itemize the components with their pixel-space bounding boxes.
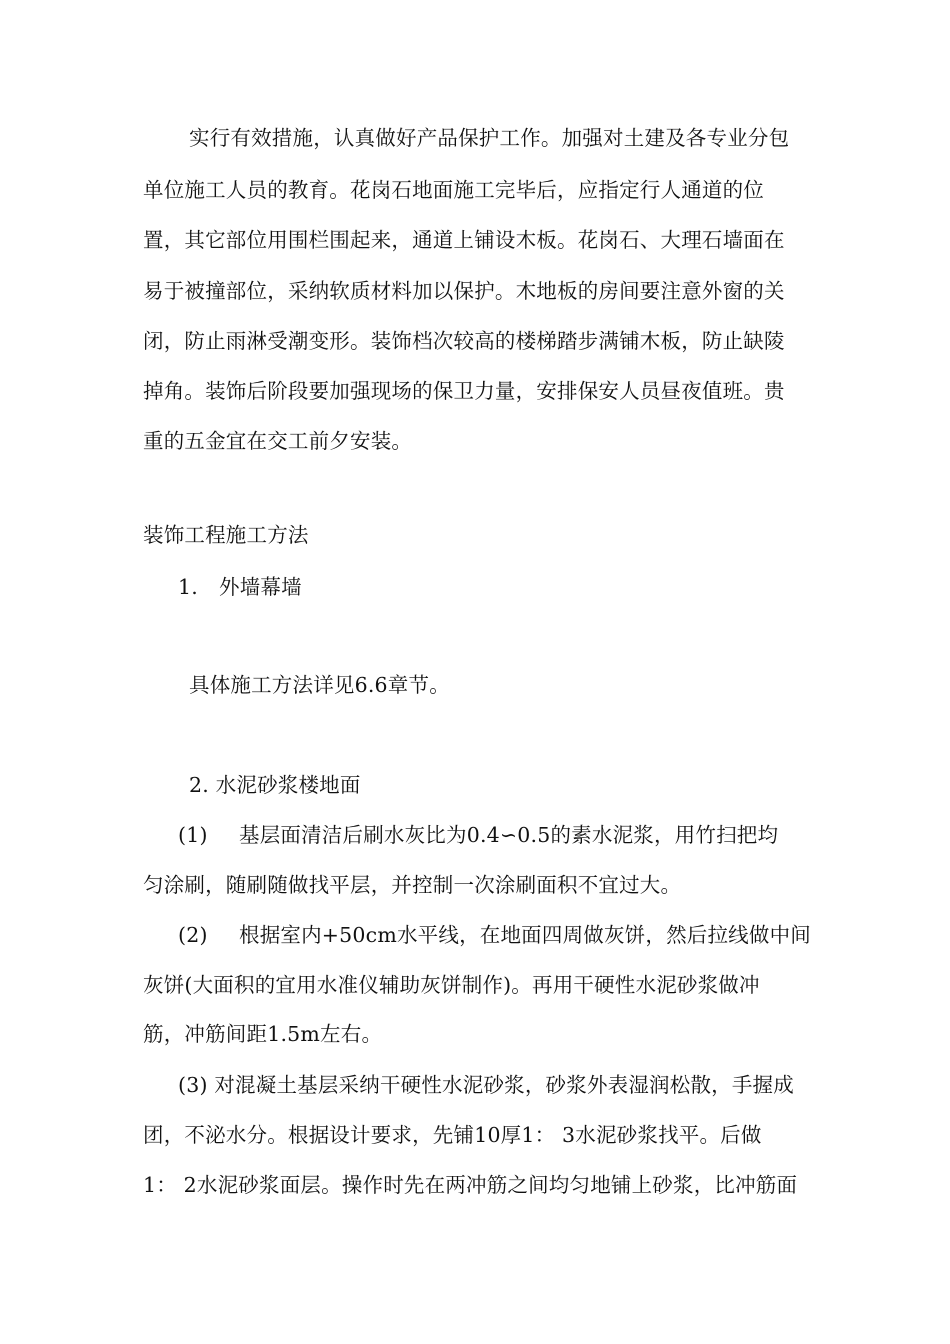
item1-number: 1. (178, 575, 198, 599)
paragraph-line-1: 实行有效措施，认真做好产品保护工作。加强对土建及各专业分包 (189, 126, 790, 150)
step1-line-1: 基层面清洁后刷水灰比为0.4∽0.5的素水泥浆，用竹扫把均 (239, 823, 779, 847)
step3-line-2: 团，不泌水分。根据设计要求，先铺10厚1： 3水泥砂浆找平。后做 (143, 1123, 762, 1147)
step2-label: (2) (178, 923, 208, 947)
step3-line-3: 1： 2水泥砂浆面层。操作时先在两冲筋之间均匀地铺上砂浆，比冲筋面 (143, 1173, 798, 1197)
step2-line-3: 筋，冲筋间距1.5m左右。 (143, 1022, 383, 1046)
paragraph-line-5: 闭，防止雨淋受潮变形。装饰档次较高的楼梯踏步满铺木板，防止缺陵 (143, 329, 785, 353)
item1-body: 具体施工方法详见6.6章节。 (189, 673, 450, 697)
step1-label: (1) (178, 823, 208, 847)
item2-heading: 2. 水泥砂浆楼地面 (189, 773, 361, 797)
item1-title: 外墙幕墙 (219, 575, 302, 599)
paragraph-line-4: 易于被撞部位，采纳软质材料加以保护。木地板的房间要注意外窗的关 (143, 279, 785, 303)
paragraph-line-3: 置，其它部位用围栏围起来，通道上铺设木板。花岗石、大理石墙面在 (143, 228, 785, 252)
step3-line-1: (3) 对混凝土基层采纳干硬性水泥砂浆，砂浆外表湿润松散，手握成 (178, 1073, 794, 1097)
paragraph-line-6: 掉角。装饰后阶段要加强现场的保卫力量，安排保安人员昼夜值班。贵 (143, 379, 785, 403)
section-title: 装饰工程施工方法 (143, 523, 309, 547)
paragraph-line-7: 重的五金宜在交工前夕安装。 (143, 429, 413, 453)
paragraph-line-2: 单位施工人员的教育。花岗石地面施工完毕后，应指定行人通道的位 (143, 178, 764, 202)
step1-line-2: 匀涂刷，随刷随做找平层，并控制一次涂刷面积不宜过大。 (143, 873, 682, 897)
step2-line-1: 根据室内+50cm水平线，在地面四周做灰饼，然后拉线做中间 (239, 923, 811, 947)
step2-line-2: 灰饼(大面积的宜用水准仪辅助灰饼制作)。再用干硬性水泥砂浆做冲 (143, 973, 760, 997)
